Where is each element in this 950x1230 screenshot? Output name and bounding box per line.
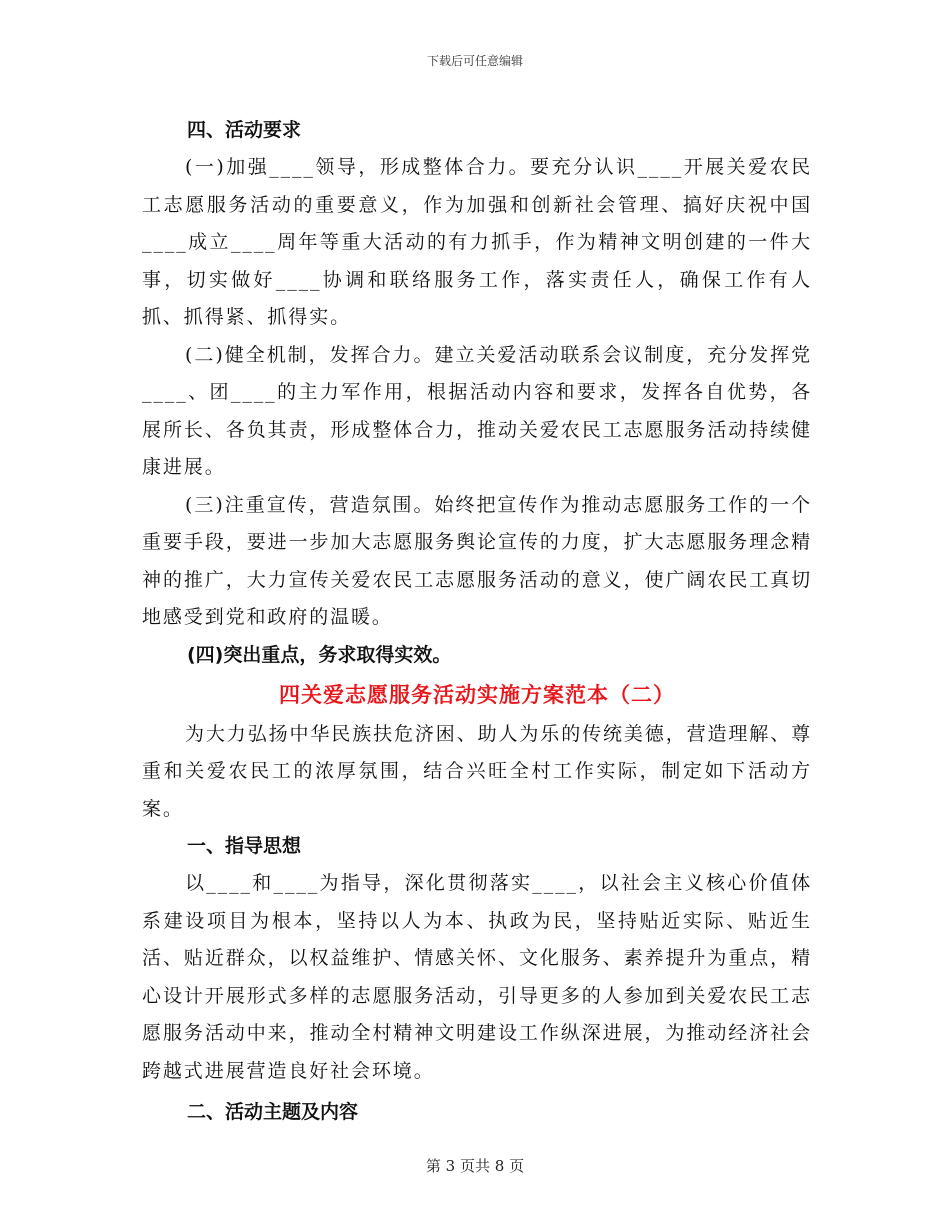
page-header: 下载后可任意编辑	[426, 54, 523, 68]
paragraph-publicity: (三)注重宣传，营造氛围。始终把宣传作为推动志愿服务工作的一个重要手段，要进一步加大志愿服务舆论宣传的力度，扩大志愿服务理念精神的推广，大力宣传关爱农民工志愿服务活动的意义，使广阔农民工真切地感受到党和政府的温暖。	[142, 493, 812, 628]
section-heading-guiding-thought: 一、指导思想	[187, 835, 302, 857]
paragraph-mechanism: (二)健全机制，发挥合力。建立关爱活动联系会议制度，充分发挥党____、团____的主力军作用，根据活动内容和要求，发挥各自优势，各展所长、各负其责，形成整体合力，推动关爱农民工志愿服务活动持续健康进展。	[142, 343, 812, 478]
paragraph-strengthen-leadership: (一)加强____领导，形成整体合力。要充分认识____开展关爱农民工志愿服务活动的重要意义，作为加强和创新社会管理、搞好庆祝中国____成立____周年等重大活动的有力抓手，作为精神文明创建的一件大事，切实做好____协调和联络服务工作，落实责任人，确保工作有人抓、抓得紧、抓得实。	[142, 156, 812, 328]
section-heading-requirements: 四、活动要求	[187, 119, 302, 141]
paragraph-intro: 为大力弘扬中华民族扶危济困、助人为乐的传统美德，营造理解、尊重和关爱农民工的浓厚氛围，结合兴旺全村工作实际，制定如下活动方案。	[142, 722, 813, 820]
paragraph-guiding-thought: 以____和____为指导，深化贯彻落实____，以社会主义核心价值体系建设项目为根本，坚持以人为本、执政为民，坚持贴近实际、贴近生活、贴近群众，以权益维护、情感关怀、文化服务、素养提升为重点，精心设计开展形式多样的志愿服务活动，引导更多的人参加到关爱农民工志愿服务活动中来，推动全村精神文明建设工作纵深进展，为推动经济社会跨越式进展营造良好社会环境。	[142, 872, 812, 1082]
document-title: 四关爱志愿服务活动实施方案范本（二）	[279, 682, 675, 707]
document-body	[142, 112, 812, 1131]
paragraph-key-points: (四)突出重点，务求取得实效。	[187, 643, 452, 666]
section-heading-theme-content: 二、活动主题及内容	[187, 1101, 359, 1123]
page-footer: 第 3 页共 8 页	[425, 1157, 525, 1175]
